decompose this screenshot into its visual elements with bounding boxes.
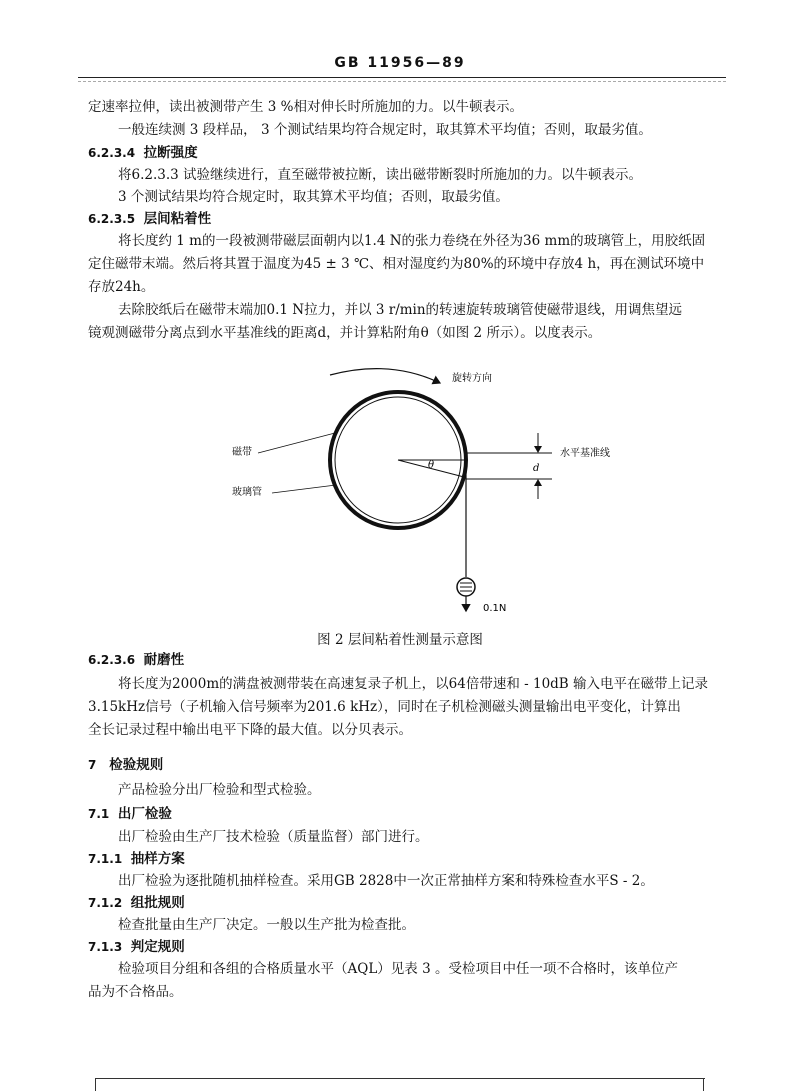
header-rule-secondary <box>78 81 726 82</box>
section-heading-7-1 <box>88 806 172 822</box>
adhesion-measurement-diagram <box>200 355 660 620</box>
section-number: 7.1.2 <box>88 896 123 910</box>
paragraph-line: 将6.2.3.3 试验继续进行，直至磁带被拉断，读出磁带断裂时所施加的力。以牛顿表示。 <box>118 167 643 183</box>
paragraph-line: 出厂检验为逐批随机抽样检查。采用GB 2828中一次正常抽样方案和特殊检查水平S - 2。 <box>118 873 654 889</box>
table-frame-right <box>703 1078 704 1091</box>
section-number: 6.2.3.5 <box>88 212 136 226</box>
paragraph-line: 3 个测试结果均符合规定时，取其算术平均值；否则，取最劣值。 <box>118 189 509 205</box>
paragraph-line: 定速率拉伸，读出被测带产生 3 %相对伸长时所施加的力。以牛顿表示。 <box>88 99 523 115</box>
section-title: 出厂检验 <box>117 806 172 822</box>
section-title: 检验规则 <box>109 757 164 773</box>
paragraph-line: 全长记录过程中输出电平下降的最大值。以分贝表示。 <box>88 722 412 738</box>
table-frame-left <box>95 1078 96 1091</box>
section-number: 6.2.3.4 <box>88 146 136 160</box>
section-heading-7-1-2 <box>88 895 185 911</box>
paragraph-line: 去除胶纸后在磁带末端加0.1 N拉力，并以 3 r/min的转速旋转玻璃管使磁带退线，用调焦望远 <box>118 302 683 318</box>
paragraph-line: 定住磁带末端。然后将其置于温度为45 ± 3 ℃、相对湿度约为80%的环境中存放4 h，再在测试环境中 <box>88 256 705 272</box>
figure-caption: 图 2 层间粘着性测量示意图 <box>317 632 483 648</box>
section-title: 判定规则 <box>130 939 185 955</box>
section-title: 拉断强度 <box>143 145 198 161</box>
section-number: 7.1 <box>88 807 110 821</box>
paragraph-line: 产品检验分出厂检验和型式检验。 <box>118 782 321 798</box>
rotation-direction-label: 旋转方向 <box>452 373 492 384</box>
paragraph-line: 出厂检验由生产厂技术检验（质量监督）部门进行。 <box>118 829 429 845</box>
paragraph-line: 将长度为2000m的满盘被测带装在高速复录子机上，以64倍带速和 - 10dB 输入电平在磁带上记录 <box>118 676 709 692</box>
paragraph-line: 品为不合格品。 <box>88 984 183 1000</box>
force-label: 0.1N <box>483 603 507 614</box>
tube-leader <box>272 485 336 493</box>
header-rule <box>78 77 726 78</box>
tape-label: 磁带 <box>232 447 252 458</box>
paragraph-line: 一般连续测 3 段样品， 3 个测试结果均符合规定时，取其算术平均值；否则，取最劣值。 <box>118 122 652 138</box>
section-title: 层间粘着性 <box>143 211 212 227</box>
rotation-arrow <box>330 369 440 383</box>
section-number: 7.1.1 <box>88 852 123 866</box>
paragraph-line: 检查批量由生产厂决定。一般以生产批为检查批。 <box>118 917 415 933</box>
paragraph-line: 3.15kHz信号（子机输入信号频率为201.6 kHz），同时在子机检测磁头测量输出电平变化，计算出 <box>88 699 681 715</box>
section-title: 耐磨性 <box>143 652 185 668</box>
standard-code-header: GB 11956—89 <box>334 55 466 71</box>
section-number: 6.2.3.6 <box>88 653 136 667</box>
section-number: 7.1.3 <box>88 940 123 954</box>
section-heading-7-1-1 <box>88 851 185 867</box>
section-title: 抽样方案 <box>130 851 185 867</box>
horizontal-baseline-label: 水平基准线 <box>560 448 610 459</box>
section-title: 组批规则 <box>130 895 185 911</box>
paragraph-line: 将长度约 1 m的一段被测带磁层面朝内以1.4 N的张力卷绕在外径为36 mm的玻璃管上，用胶纸固 <box>118 233 706 249</box>
section-heading-7 <box>88 757 163 773</box>
section-number: 7 <box>88 758 97 772</box>
section-heading-6-2-3-5 <box>88 211 211 227</box>
table-frame-top <box>95 1078 705 1079</box>
paragraph-line: 存放24h。 <box>88 279 155 295</box>
tape-leader <box>258 433 335 453</box>
theta-label: θ <box>428 460 435 471</box>
d-label: d <box>533 463 540 474</box>
paragraph-line: 检验项目分组和各组的合格质量水平（AQL）见表 3 。受检项目中任一项不合格时，该单位产 <box>118 961 678 977</box>
paragraph-line: 镜观测磁带分离点到水平基准线的距离d，并计算粘附角θ（如图 2 所示）。以度表示。 <box>88 325 602 341</box>
section-heading-6-2-3-6 <box>88 652 184 668</box>
tube-label: 玻璃管 <box>232 487 262 498</box>
section-heading-6-2-3-4 <box>88 145 198 161</box>
section-heading-7-1-3 <box>88 939 185 955</box>
